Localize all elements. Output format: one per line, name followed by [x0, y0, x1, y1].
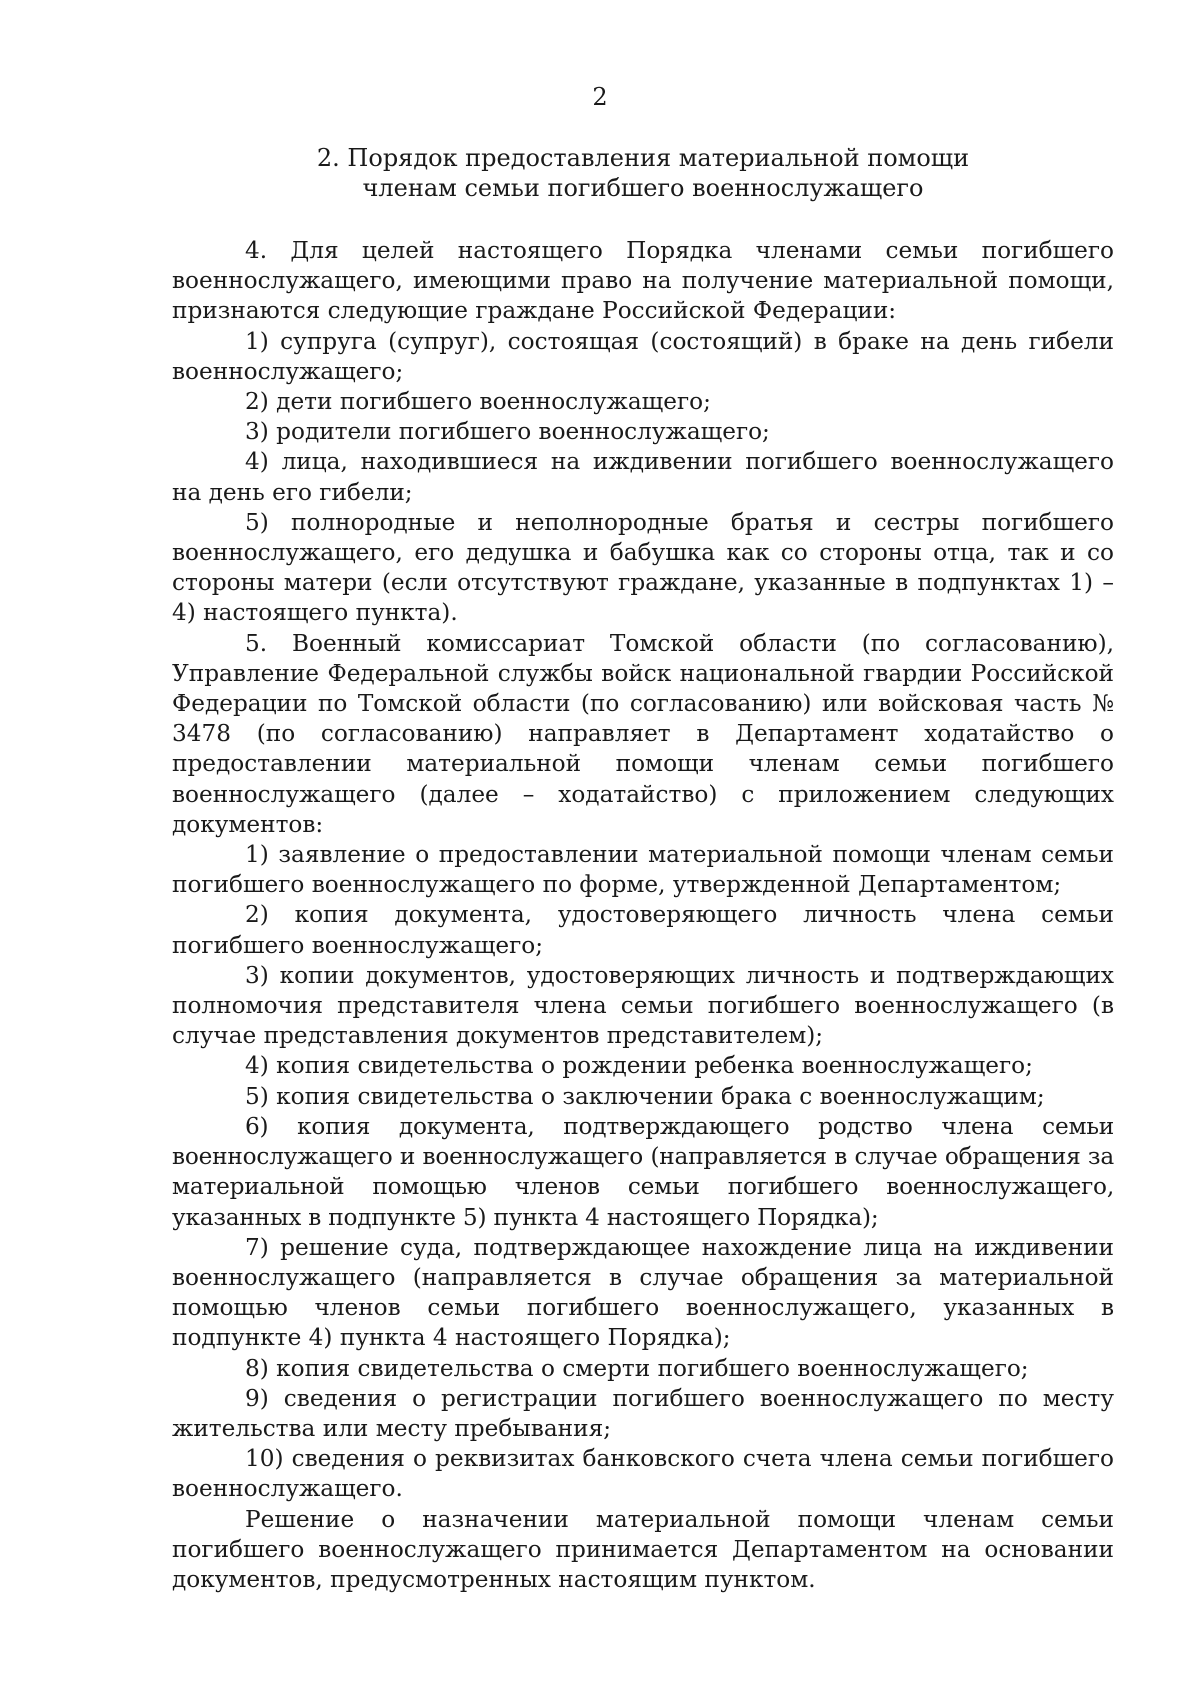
paragraph-subitem-5-8: 8) копия свидетельства о смерти погибшего военнослужащего;	[245, 1354, 1029, 1382]
paragraph-subitem-5-5: 5) копия свидетельства о заключении брака с военнослужащим;	[245, 1082, 1045, 1110]
paragraph-subitem-5-3: 3) копии документов, удостоверяющих личность и подтверждающих полномочия представителя члена семьи погибшего военнослужащего (в случае представления документов представителем);	[172, 961, 1114, 1050]
paragraph-subitem-4-5: 5) полнородные и неполнородные братья и сестры погибшего военнослужащего, его дедушка и бабушка как со стороны отца, так и со стороны матери (если отсутствуют граждане, указанные в подпунктах 1) – 4) настоящего пункта).	[172, 508, 1114, 627]
paragraph-decision: Решение о назначении материальной помощи членам семьи погибшего военнослужащего принимается Департаментом на основании документов, предусмотренных настоящим пунктом.	[172, 1505, 1114, 1593]
paragraph-subitem-5-1: 1) заявление о предоставлении материальной помощи членам семьи погибшего военнослужащего по форме, утвержденной Департаментом;	[172, 841, 1114, 899]
paragraph-subitem-4-1: 1) супруга (супруг), состоящая (состоящий) в браке на день гибели военнослужащего;	[172, 327, 1114, 385]
paragraph-subitem-5-6: 6) копия документа, подтверждающего родство члена семьи военнослужащего и военнослужащего (направляется в случае обращения за материальной помощью членов семьи погибшего военнослужащего, указанных в подпункте 5) пункта 4 настоящего Порядка);	[172, 1112, 1114, 1231]
paragraph-subitem-5-2: 2) копия документа, удостоверяющего личность члена семьи погибшего военнослужащего;	[172, 901, 1114, 959]
paragraph-subitem-5-9: 9) сведения о регистрации погибшего военнослужащего по месту жительства или месту пребывания;	[172, 1384, 1114, 1442]
paragraph-subitem-5-10: 10) сведения о реквизитах банковского счета члена семьи погибшего военнослужащего.	[172, 1445, 1114, 1503]
paragraph-subitem-5-4: 4) копия свидетельства о рождении ребенка военнослужащего;	[245, 1052, 1033, 1080]
paragraph-subitem-5-7: 7) решение суда, подтверждающее нахождение лица на иждивении военнослужащего (направляется в случае обращения за материальной помощью членов семьи погибшего военнослужащего, указанных в подпункте 4) пункта 4 настоящего Порядка);	[172, 1233, 1114, 1352]
paragraph-item-4: 4. Для целей настоящего Порядка членами семьи погибшего военнослужащего, имеющими право на получение материальной помощи, признаются следующие граждане Российской Федерации:	[172, 237, 1114, 325]
paragraph-subitem-4-3: 3) родители погибшего военнослужащего;	[245, 418, 770, 446]
page-number: 2	[592, 83, 608, 111]
paragraph-subitem-4-4: 4) лица, находившиеся на иждивении погибшего военнослужащего на день его гибели;	[172, 448, 1114, 506]
document-body	[172, 236, 1114, 1595]
paragraph-subitem-4-2: 2) дети погибшего военнослужащего;	[245, 388, 711, 416]
section-title	[172, 143, 1114, 203]
section-title-line-2: членам семьи погибшего военнослужащего	[362, 174, 924, 202]
section-title-line-1: 2. Порядок предоставления материальной помощи	[316, 144, 970, 172]
paragraph-item-5: 5. Военный комиссариат Томской области (по согласованию), Управление Федеральной службы войск национальной гвардии Российской Федерации по Томской области (по согласованию) или войсковая часть № 3478 (по согласованию) направляет в Департамент ходатайство о предоставлении материальной помощи членам семьи погибшего военнослужащего (далее – ходатайство) с приложением следующих документов:	[172, 629, 1114, 838]
